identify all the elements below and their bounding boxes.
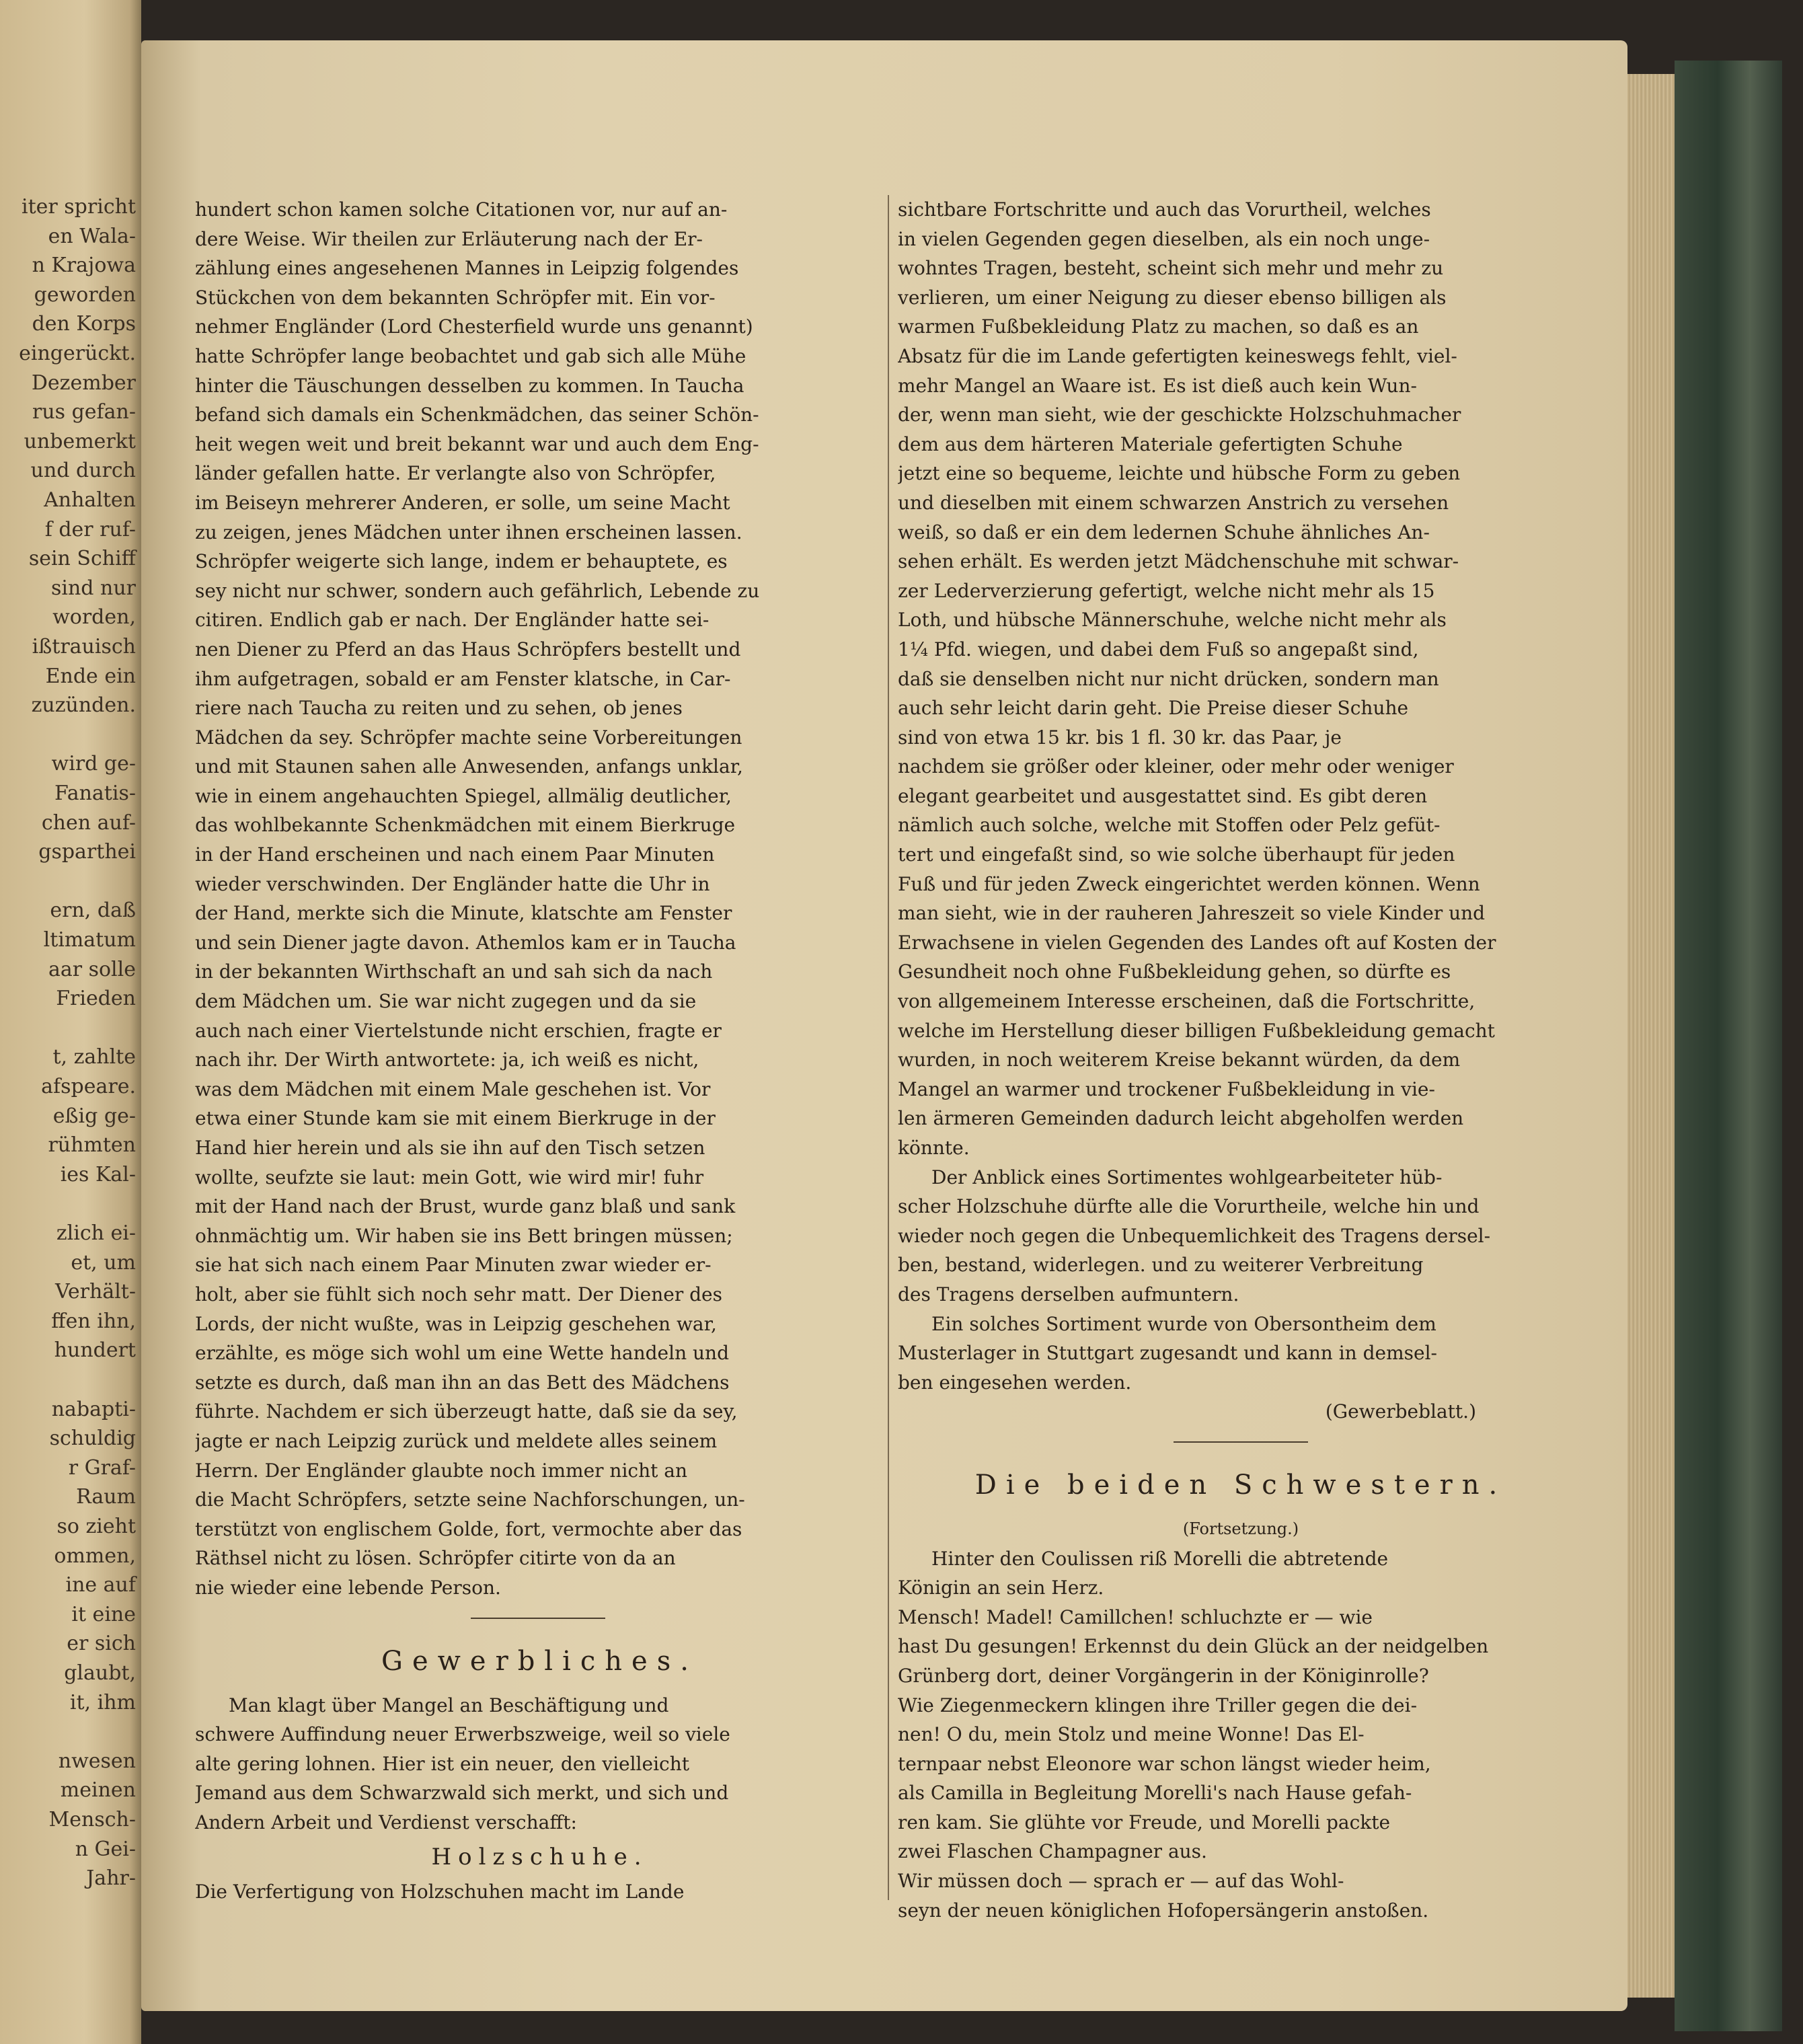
text-line: Der Anblick eines Sortimentes wohlgearbeiteter hüb- (931, 1166, 1443, 1188)
text-line: wieder verschwinden. Der Engländer hatte die Uhr in (195, 872, 710, 895)
text-line: Andern Arbeit und Verdienst verschafft: (195, 1811, 577, 1833)
holzschuhe-article (898, 195, 1584, 1163)
text-line: Ein solches Sortiment wurde von Obersontheim dem (931, 1312, 1436, 1335)
text-line: wieder noch gegen die Unbequemlichkeit des Tragens dersel- (898, 1224, 1491, 1247)
text-line: hatte Schröpfer lange beobachtet und gab sich alle Mühe (195, 344, 746, 367)
previous-page-fragment: den Korps (32, 312, 136, 336)
previous-page-fragment: Frieden (56, 987, 136, 1011)
text-line: und dieselben mit einem schwarzen Anstrich zu versehen (898, 491, 1449, 514)
previous-page-fragment: hundert (54, 1338, 136, 1363)
previous-page-fragment: Dezember (31, 371, 136, 395)
text-line: nach ihr. Der Wirth antwortete: ja, ich weiß es nicht, (195, 1049, 699, 1071)
text-line: auch sehr leicht darin geht. Die Preise dieser Schuhe (898, 697, 1409, 720)
text-line: wie in einem angehauchten Spiegel, allmälig deutlicher, (195, 784, 732, 807)
text-line: Mädchen da sey. Schröpfer machte seine Vorbereitungen (195, 726, 742, 749)
text-line: Wie Ziegenmeckern klingen ihre Triller gegen die dei- (898, 1694, 1418, 1716)
previous-page-fragment: eingerückt. (19, 342, 136, 365)
previous-page-fragment: rus gefan- (32, 400, 136, 424)
previous-page-fragment: ommen, (54, 1544, 136, 1568)
text-line: Erwachsene in vielen Gegenden des Landes oft auf Kosten der (898, 931, 1496, 954)
text-line: als Camilla in Begleitung Morelli's nach Hause gefah- (898, 1782, 1412, 1805)
text-line: ren kam. Sie glühte vor Freude, und Morelli packte (898, 1811, 1391, 1833)
previous-page-edge (0, 0, 141, 2044)
text-line: Wir müssen doch — sprach er — auf das Wohl- (898, 1870, 1344, 1893)
previous-page-fragment: Jahr- (86, 1866, 136, 1891)
previous-page-fragment: worden, (52, 605, 136, 630)
text-line: sey nicht nur schwer, sondern auch gefährlich, Lebende zu (195, 579, 760, 602)
source-text: (Gewerbeblatt.) (1325, 1400, 1476, 1423)
text-line: hinter die Täuschungen desselben zu kommen. In Taucha (195, 374, 744, 397)
previous-page-fragment: ffen ihn, (51, 1309, 136, 1333)
previous-page-fragment: zlich ei- (56, 1221, 136, 1245)
previous-page-fragment: Anhalten (44, 488, 136, 512)
column1-last-line: Die Verfertigung von Holzschuhen macht im Lande (195, 1881, 685, 1903)
story-caption: (Fortsetzung.) (1182, 1519, 1299, 1538)
previous-page-fragment: it, ihm (69, 1690, 136, 1714)
text-line: wohntes Tragen, besteht, scheint sich mehr und mehr zu (898, 257, 1444, 280)
text-line: nämlich auch solche, welche mit Stoffen oder Pelz gefüt- (898, 814, 1441, 837)
previous-page-fragment: ltimatum (43, 928, 136, 952)
text-line: hundert schon kamen solche Citationen vor, nur auf an- (195, 198, 728, 221)
text-line: Loth, und hübsche Männerschuhe, welche nicht mehr als (898, 609, 1447, 632)
text-line: führte. Nachdem er sich überzeugt hatte, daß sie da sey, (195, 1400, 738, 1423)
right-column (898, 195, 1584, 1925)
text-line: erzählte, es möge sich wohl um eine Wette handeln und (195, 1342, 729, 1365)
text-line: Man klagt über Mangel an Beschäftigung und (229, 1694, 669, 1716)
text-line: ternpaar nebst Eleonore war schon längst wieder heim, (898, 1752, 1431, 1775)
text-line: Räthsel nicht zu lösen. Schröpfer citirte von da an (195, 1547, 676, 1570)
previous-page-fragment: glaubt, (64, 1661, 136, 1685)
text-line: Schröpfer weigerte sich lange, indem er behauptete, es (195, 550, 728, 573)
text-line: etwa einer Stunde kam sie mit einem Bierkruge in der (195, 1107, 716, 1130)
text-line: sind von etwa 15 kr. bis 1 fl. 30 kr. das Paar, je (898, 726, 1342, 749)
text-line: Jemand aus dem Schwarzwald sich merkt, und sich und (195, 1782, 729, 1805)
holzschuhe-paragraph-3 (898, 1310, 1584, 1398)
text-line: man sieht, wie in der rauheren Jahreszeit so viele Kinder und (898, 902, 1486, 925)
text-line: zer Lederverzierung gefertigt, welche nicht mehr als 15 (898, 579, 1435, 602)
text-line: das wohlbekannte Schenkmädchen mit einem Bierkruge (195, 814, 736, 837)
text-line: in vielen Gegenden gegen dieselben, als ein noch unge- (898, 227, 1430, 250)
text-line: Lords, der nicht wußte, was in Leipzig geschehen war, (195, 1312, 717, 1335)
text-line: nen! O du, mein Stolz und meine Wonne! Das El- (898, 1723, 1365, 1746)
text-line: sie hat sich nach einem Paar Minuten zwar wieder er- (195, 1254, 712, 1277)
text-line: Gesundheit noch ohne Fußbekleidung gehen, so dürfte es (898, 960, 1451, 983)
text-line: citiren. Endlich gab er nach. Der Engländer hatte sei- (195, 609, 709, 632)
text-line: elegant gearbeitet und ausgestattet sind. Es gibt deren (898, 784, 1428, 807)
text-line: der Hand, merkte sich die Minute, klatschte am Fenster (195, 902, 732, 925)
text-line: sehen erhält. Es werden jetzt Mädchenschuhe mit schwar- (898, 550, 1459, 573)
text-line: jagte er nach Leipzig zurück und meldete alles seinem (195, 1429, 718, 1452)
text-line: ben, bestand, widerlegen. und zu weiterer Verbreitung (898, 1254, 1424, 1277)
text-line: und sein Diener jagte davon. Athemlos kam er in Taucha (195, 931, 736, 954)
text-line: Fuß und für jeden Zweck eingerichtet werden können. Wenn (898, 872, 1480, 895)
subheading-holzschuhe: Holzschuhe. (431, 1844, 648, 1871)
text-line: len ärmeren Gemeinden dadurch leicht abgeholfen werden (898, 1107, 1464, 1130)
source-attribution (898, 1397, 1584, 1427)
book-cover (1675, 61, 1782, 2031)
left-column (195, 195, 884, 1907)
text-line: dem aus dem härteren Materiale gefertigten Schuhe (898, 432, 1403, 455)
previous-page-fragment: wird ge- (51, 752, 136, 776)
text-line: Musterlager in Stuttgart zugesandt und kann in demsel- (898, 1342, 1437, 1365)
previous-page-fragment: ine auf (65, 1573, 136, 1597)
text-line: in der bekannten Wirthschaft an und sah sich da nach (195, 960, 713, 983)
text-line: hast Du gesungen! Erkennst du dein Glück an der neidgelben (898, 1635, 1489, 1658)
text-line: ohnmächtig um. Wir haben sie ins Bett bringen müssen; (195, 1224, 733, 1247)
schroepfer-article (195, 195, 884, 1603)
text-line: dem Mädchen um. Sie war nicht zugegen und da sie (195, 990, 697, 1013)
text-line: Herrn. Der Engländer glaubte noch immer nicht an (195, 1459, 688, 1482)
text-line: nie wieder eine lebende Person. (195, 1576, 501, 1599)
previous-page-fragment: zuzünden. (31, 693, 136, 718)
previous-page-fragment: sein Schiff (28, 547, 136, 571)
previous-page-fragment: eßig ge- (52, 1104, 136, 1128)
previous-page-fragment: Fanatis- (54, 782, 136, 805)
page-block-edge (1627, 74, 1675, 1998)
text-line: länder gefallen hatte. Er verlangte also von Schröpfer, (195, 462, 716, 485)
text-line: wurden, in noch weiterem Kreise bekannt würden, da dem (898, 1049, 1461, 1071)
text-line: befand sich damals ein Schenkmädchen, das seiner Schön- (195, 404, 759, 426)
column-divider (888, 195, 889, 1900)
story-title: Die beiden Schwestern. (974, 1469, 1507, 1501)
previous-page-fragment: ern, daß (50, 899, 136, 923)
previous-page-fragment: Mensch- (48, 1808, 136, 1831)
text-line: seyn der neuen königlichen Hofopersängerin anstoßen. (898, 1899, 1429, 1922)
text-line: riere nach Taucha zu reiten und zu sehen, ob jenes (195, 697, 683, 720)
text-line: der, wenn man sieht, wie der geschickte Holzschuhmacher (898, 404, 1461, 426)
previous-page-fragment: so zieht (56, 1515, 136, 1538)
text-line: Hinter den Coulissen riß Morelli die abtretende (931, 1547, 1389, 1570)
text-line: warmen Fußbekleidung Platz zu machen, so daß es an (898, 315, 1419, 338)
text-line: verlieren, um einer Neigung zu dieser ebenso billigen als (898, 286, 1447, 309)
previous-page-fragment: gsparthei (38, 840, 136, 864)
previous-page-fragment: n Krajowa (32, 254, 136, 278)
text-line: Hand hier herein und als sie ihn auf den Tisch setzen (195, 1137, 705, 1159)
previous-page-fragment: und durch (30, 459, 136, 483)
text-line: zwei Flaschen Champagner aus. (898, 1840, 1207, 1863)
text-line: holt, aber sie fühlt sich noch sehr matt. Der Diener des (195, 1283, 722, 1305)
previous-page-fragment: iter spricht (22, 195, 136, 219)
previous-page-fragment: t, zahlte (52, 1045, 136, 1069)
previous-page-fragment: Raum (76, 1485, 136, 1509)
previous-page-fragment: sind nur (50, 576, 136, 600)
previous-page-fragment: Verhält- (55, 1280, 136, 1304)
text-line: 1¼ Pfd. wiegen, und dabei dem Fuß so angepaßt sind, (898, 638, 1419, 660)
previous-page-fragment: r Graf- (68, 1455, 136, 1480)
text-line: zählung eines angesehenen Mannes in Leipzig folgendes (195, 257, 739, 280)
previous-page-fragment: rühmten (48, 1133, 136, 1158)
text-line: scher Holzschuhe dürfte alle die Vorurtheile, welche hin und (898, 1195, 1480, 1218)
text-line: von allgemeinem Interesse erscheinen, daß die Fortschritte, (898, 990, 1475, 1013)
text-line: jetzt eine so bequeme, leichte und hübsche Form zu geben (898, 462, 1461, 485)
spacer (195, 1603, 884, 1632)
text-line: nehmer Engländer (Lord Chesterfield wurde uns genannt) (195, 315, 753, 338)
section-heading-gewerbliches: Gewerbliches. (381, 1645, 698, 1677)
previous-page-fragment: nwesen (58, 1749, 136, 1773)
text-line: heit wegen weit und breit bekannt war und auch dem Eng- (195, 432, 759, 455)
text-line: Königin an sein Herz. (898, 1577, 1104, 1599)
text-line: in der Hand erscheinen und nach einem Paar Minuten (195, 843, 715, 866)
text-line: zu zeigen, jenes Mädchen unter ihnen erscheinen lassen. (195, 521, 742, 543)
text-line: mehr Mangel an Waare ist. Es ist dieß auch kein Wun- (898, 374, 1417, 397)
text-line: Stückchen von dem bekannten Schröpfer mit. Ein vor- (195, 286, 716, 309)
previous-page-fragment: ißtrauisch (32, 635, 136, 658)
previous-page-fragment: en Wala- (48, 224, 136, 248)
previous-page-fragment: n Gei- (75, 1837, 136, 1861)
previous-page-fragment: ies Kal- (60, 1162, 136, 1186)
text-line: ihm aufgetragen, sobald er am Fenster klatsche, in Car- (195, 667, 731, 690)
text-line: Grünberg dort, deiner Vorgängerin in der Königinrolle? (898, 1664, 1429, 1687)
text-line: könnte. (898, 1137, 970, 1159)
previous-page-fragment: meinen (60, 1778, 136, 1803)
previous-page-fragment: it eine (71, 1602, 136, 1626)
holzschuhe-paragraph-2 (898, 1163, 1584, 1310)
text-line: welche im Herstellung dieser billigen Fußbekleidung gemacht (898, 1019, 1495, 1042)
previous-page-fragment: er sich (67, 1632, 136, 1656)
text-line: auch nach einer Viertelstunde nicht erschien, fragte er (195, 1019, 722, 1042)
text-line: ben eingesehen werden. (898, 1371, 1132, 1394)
text-line: alte gering lohnen. Hier ist ein neuer, den vielleicht (195, 1752, 689, 1775)
text-line: im Beiseyn mehrerer Anderen, er solle, um seine Macht (195, 491, 730, 514)
text-line: nachdem sie größer oder kleiner, oder mehr oder weniger (898, 755, 1454, 778)
text-line: Mensch! Madel! Camillchen! schluchzte er — wie (898, 1605, 1373, 1628)
previous-page-fragment: Ende ein (45, 664, 136, 688)
text-line: mit der Hand nach der Brust, wurde ganz blaß und sank (195, 1195, 736, 1218)
text-line: Mangel an warmer und trockener Fußbekleidung in vie- (898, 1077, 1435, 1100)
previous-page-fragment: aar solle (48, 957, 136, 981)
previous-page-fragment: chen auf- (41, 810, 136, 835)
text-line: daß sie denselben nicht nur nicht drücken, sondern man (898, 667, 1439, 690)
text-line: was dem Mädchen mit einem Male geschehen ist. Vor (195, 1077, 711, 1100)
previous-page-fragment: unbemerkt (24, 429, 136, 453)
text-line: nen Diener zu Pferd an das Haus Schröpfers bestellt und (195, 638, 741, 660)
text-line: weiß, so daß er ein dem ledernen Schuhe ähnliches An- (898, 521, 1430, 543)
text-line: dere Weise. Wir theilen zur Erläuterung nach der Er- (195, 227, 703, 250)
text-line: tert und eingefaßt sind, so wie solche überhaupt für jeden (898, 843, 1455, 866)
gewerbe-intro (195, 1691, 884, 1838)
section-separator (898, 1427, 1584, 1456)
previous-page-fragment: et, um (71, 1250, 136, 1275)
previous-page-fragment: nabapti- (51, 1397, 136, 1421)
previous-page-fragment: geworden (34, 282, 136, 307)
text-line: die Macht Schröpfers, setzte seine Nachforschungen, un- (195, 1488, 745, 1511)
text-line: des Tragens derselben aufmuntern. (898, 1283, 1239, 1305)
text-line: Absatz für die im Lande gefertigten keineswegs fehlt, viel- (898, 344, 1457, 367)
text-line: wollte, seufzte sie laut: mein Gott, wie wird mir! fuhr (195, 1166, 704, 1188)
text-line: und mit Staunen sahen alle Anwesenden, anfangs unklar, (195, 755, 743, 778)
text-line: sichtbare Fortschritte und auch das Vorurtheil, welches (898, 198, 1431, 221)
text-line: schwere Auffindung neuer Erwerbszweige, weil so viele (195, 1723, 730, 1746)
text-line: terstützt von englischem Golde, fort, vermochte aber das (195, 1517, 742, 1540)
previous-page-fragment: f der ruf- (44, 517, 136, 541)
text-line: setzte es durch, daß man ihn an das Bett des Mädchens (195, 1371, 730, 1394)
story-text (898, 1544, 1584, 1926)
previous-page-fragment: afspeare. (41, 1075, 136, 1098)
previous-page-fragment: schuldig (49, 1427, 136, 1451)
